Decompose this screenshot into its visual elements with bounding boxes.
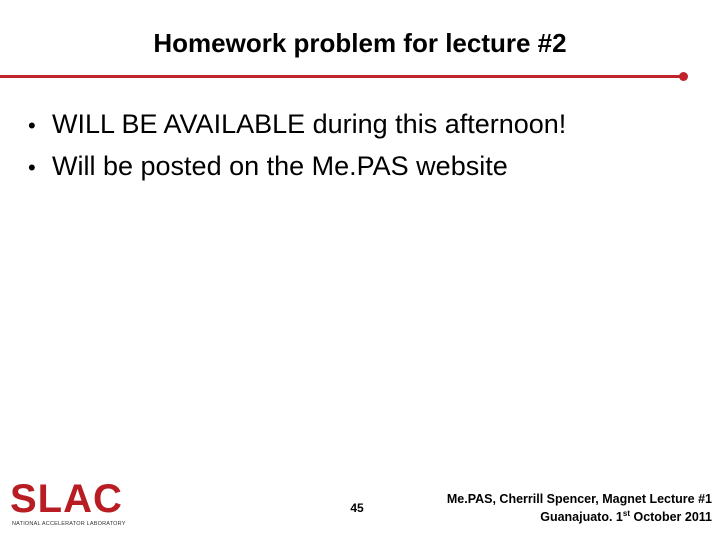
bullet-item — [28, 146, 566, 188]
bullet-icon: • — [28, 155, 36, 180]
bullet-item — [28, 104, 566, 146]
footer-credit — [447, 490, 712, 526]
page-number: 45 — [350, 501, 364, 515]
footer-credit-date: October 2011 — [630, 510, 712, 524]
footer-credit-line1: Me.PAS, Cherrill Spencer, Magnet Lecture #1 — [446, 492, 712, 506]
slac-logo — [10, 477, 134, 530]
footer-credit-ordinal: st — [622, 508, 630, 518]
slide-title: Homework problem for lecture #2 — [153, 28, 567, 58]
logo-tagline: NATIONAL ACCELERATOR LABORATORY — [12, 521, 126, 527]
title-divider-end-dot — [679, 72, 688, 81]
bullet-text: WILL BE AVAILABLE during this afternoon! — [52, 109, 567, 139]
logo-wordmark: SLAC — [10, 477, 123, 521]
bullet-list — [28, 104, 566, 188]
footer-credit-place: Guanajuato. 1 — [540, 510, 623, 524]
title-divider — [0, 75, 684, 78]
bullet-icon: • — [28, 113, 36, 138]
bullet-text: Will be posted on the Me.PAS website — [52, 151, 508, 181]
footer-credit-line2 — [447, 508, 712, 526]
